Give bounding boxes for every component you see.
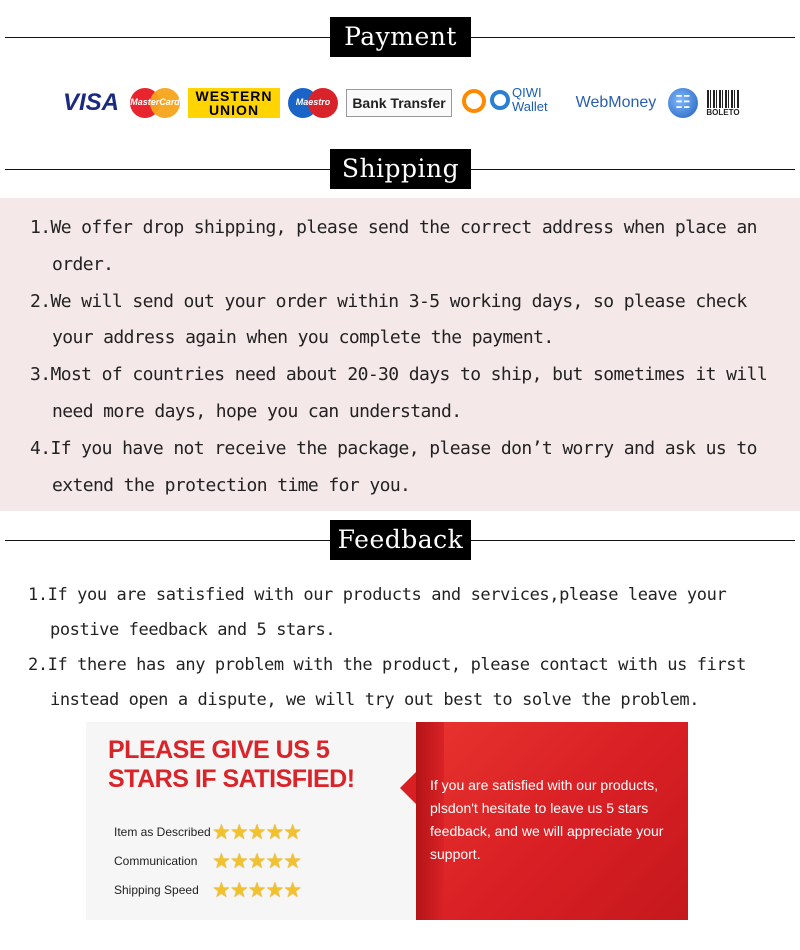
barcode-icon	[707, 90, 739, 108]
qiwi-line2: Wallet	[512, 99, 548, 114]
rating-row-item-as-described	[114, 820, 324, 844]
rating-row-communication	[114, 849, 324, 873]
webmoney-logo: WebMoney	[575, 94, 657, 111]
feedback-title: Feedback	[330, 520, 471, 560]
banner-headline: PLEASE GIVE US 5 STARS IF SATISFIED!	[108, 736, 355, 793]
list-item: 4.If you have not receive the package, please don’t worry and ask us to extend the protection time for you.	[30, 437, 757, 496]
payment-logos-row	[60, 78, 750, 128]
mastercard-logo	[130, 88, 180, 118]
maestro-logo	[288, 88, 338, 118]
rating-label: Communication	[114, 854, 198, 868]
banner-message: If you are satisfied with our products, plsdon't hesitate to leave us 5 stars feedback, and we will appreciate your support.	[430, 777, 664, 862]
feedback-banner	[86, 722, 688, 920]
bank-transfer-logo: Bank Transfer	[346, 89, 452, 117]
boleto-logo-text: BOLETO	[706, 107, 740, 117]
payment-section-header	[0, 17, 800, 57]
feedback-list	[28, 578, 788, 718]
payment-title: Payment	[330, 17, 471, 57]
rating-row-shipping-speed	[114, 878, 324, 902]
list-item: 1.We offer drop shipping, please send the correct address when place an order.	[30, 217, 757, 275]
western-union-line2: UNION	[208, 102, 260, 118]
webmoney-globe-icon	[668, 88, 698, 118]
five-stars-icon: ★★★★★	[212, 820, 302, 844]
shipping-title: Shipping	[330, 149, 471, 189]
qiwi-wallet-logo	[460, 86, 564, 120]
boleto-logo	[706, 86, 740, 120]
western-union-line1: WESTERN	[195, 88, 273, 104]
list-item: 1.If you are satisfied with our products and services,please leave your postive feedback and 5 stars.	[28, 585, 727, 640]
feedback-section-header	[0, 520, 800, 560]
shipping-section-header	[0, 149, 800, 189]
shipping-list	[30, 210, 790, 504]
five-stars-icon: ★★★★★	[212, 878, 302, 902]
five-stars-icon: ★★★★★	[212, 849, 302, 873]
visa-logo: VISA	[62, 89, 119, 116]
banner-message-panel	[416, 722, 688, 920]
qiwi-line1: QIWI	[512, 85, 542, 100]
list-item: 2.If there has any problem with the product, please contact with us first instead open a dispute, we will try out best to solve the problem.	[28, 655, 746, 710]
rating-label: Item as Described	[114, 825, 211, 839]
pointer-arrow-icon	[400, 772, 416, 804]
list-item: 2.We will send out your order within 3-5 working days, so please check your address again when you complete the payment.	[30, 290, 747, 349]
western-union-logo	[188, 88, 280, 118]
mastercard-logo-text: MasterCard	[130, 97, 180, 107]
rating-label: Shipping Speed	[114, 883, 199, 897]
list-item: 3.Most of countries need about 20-30 days to ship, but sometimes it will need more days, hope you can understand.	[30, 364, 768, 422]
maestro-logo-text: Maestro	[295, 97, 331, 107]
